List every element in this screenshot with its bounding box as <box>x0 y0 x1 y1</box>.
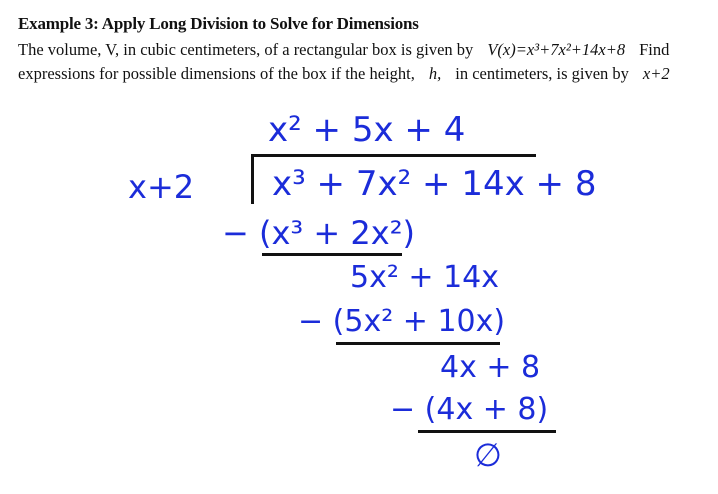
underline-1 <box>262 253 402 256</box>
underline-2 <box>336 342 500 345</box>
remainder-2: 4x + 8 <box>440 350 541 385</box>
subtract-step-2: − (5x² + 10x) <box>298 304 506 339</box>
remainder-1: 5x² + 14x <box>350 260 500 295</box>
division-bracket <box>251 154 254 204</box>
final-remainder: ∅ <box>474 436 502 474</box>
subtract-step-3: − (4x + 8) <box>390 392 549 427</box>
problem-statement <box>18 14 708 86</box>
statement-line-1 <box>18 38 708 62</box>
statement-text-2: expressions for possible dimensions of the box if the height, <box>18 64 415 83</box>
division-bar <box>252 154 536 157</box>
statement-text-find: Find <box>639 40 670 59</box>
statement-text-3: in centimeters, is given by <box>455 64 629 83</box>
quotient: x² + 5x + 4 <box>268 110 466 150</box>
statement-line-2 <box>18 62 708 86</box>
example-title: Example 3: Apply Long Division to Solve for Dimensions <box>18 14 419 33</box>
subtract-step-1: − (x³ + 2x²) <box>222 214 415 252</box>
divisor: x+2 <box>128 168 195 206</box>
volume-formula: V(x)=x³+7x²+14x+8 <box>487 40 626 59</box>
height-variable: h, <box>428 64 442 83</box>
underline-3 <box>418 430 556 433</box>
height-expression: x+2 <box>642 64 670 83</box>
statement-text-1: The volume, V, in cubic centimeters, of a rectangular box is given by <box>18 40 474 59</box>
dividend: x³ + 7x² + 14x + 8 <box>272 164 597 204</box>
